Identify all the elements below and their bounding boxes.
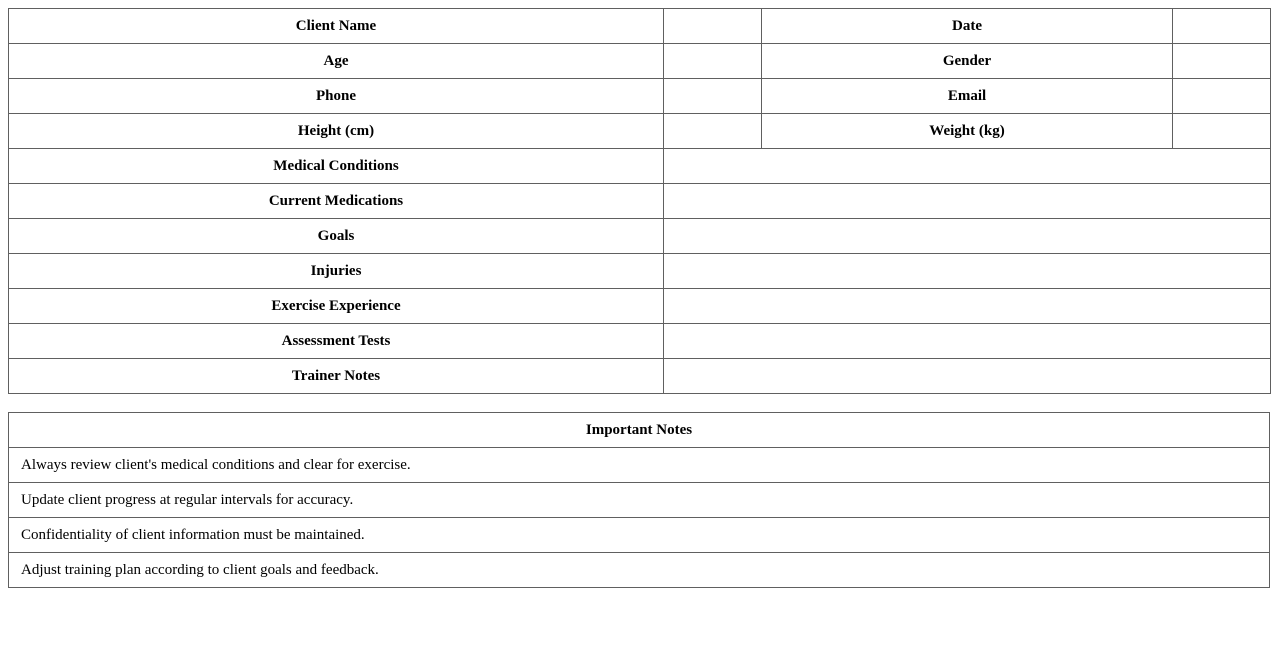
table-row xyxy=(9,324,1271,359)
gender-label: Gender xyxy=(762,44,1173,79)
table-row xyxy=(9,518,1270,553)
table-row xyxy=(9,9,1271,44)
note-item: Adjust training plan according to client goals and feedback. xyxy=(9,553,1270,588)
client-name-field[interactable] xyxy=(664,9,762,44)
weight-label: Weight (kg) xyxy=(762,114,1173,149)
table-row xyxy=(9,553,1270,588)
table-row xyxy=(9,114,1271,149)
trainer-notes-field[interactable] xyxy=(664,359,1271,394)
injuries-field[interactable] xyxy=(664,254,1271,289)
table-row xyxy=(9,254,1271,289)
assessment-tests-label: Assessment Tests xyxy=(9,324,664,359)
height-field[interactable] xyxy=(664,114,762,149)
table-row xyxy=(9,359,1271,394)
exercise-experience-label: Exercise Experience xyxy=(9,289,664,324)
phone-field[interactable] xyxy=(664,79,762,114)
important-notes-table xyxy=(8,412,1270,588)
medical-conditions-field[interactable] xyxy=(664,149,1271,184)
table-row xyxy=(9,483,1270,518)
goals-label: Goals xyxy=(9,219,664,254)
note-item: Always review client's medical conditions and clear for exercise. xyxy=(9,448,1270,483)
table-row xyxy=(9,149,1271,184)
client-intake-table xyxy=(8,8,1271,394)
table-row xyxy=(9,79,1271,114)
current-medications-label: Current Medications xyxy=(9,184,664,219)
table-row xyxy=(9,448,1270,483)
assessment-tests-field[interactable] xyxy=(664,324,1271,359)
gender-field[interactable] xyxy=(1173,44,1271,79)
date-field[interactable] xyxy=(1173,9,1271,44)
height-label: Height (cm) xyxy=(9,114,664,149)
table-row xyxy=(9,413,1270,448)
phone-label: Phone xyxy=(9,79,664,114)
goals-field[interactable] xyxy=(664,219,1271,254)
table-row xyxy=(9,184,1271,219)
weight-field[interactable] xyxy=(1173,114,1271,149)
email-label: Email xyxy=(762,79,1173,114)
age-label: Age xyxy=(9,44,664,79)
note-item: Update client progress at regular intervals for accuracy. xyxy=(9,483,1270,518)
table-row xyxy=(9,219,1271,254)
note-item: Confidentiality of client information must be maintained. xyxy=(9,518,1270,553)
table-row xyxy=(9,44,1271,79)
date-label: Date xyxy=(762,9,1173,44)
table-row xyxy=(9,289,1271,324)
email-field[interactable] xyxy=(1173,79,1271,114)
trainer-notes-label: Trainer Notes xyxy=(9,359,664,394)
client-name-label: Client Name xyxy=(9,9,664,44)
medical-conditions-label: Medical Conditions xyxy=(9,149,664,184)
exercise-experience-field[interactable] xyxy=(664,289,1271,324)
current-medications-field[interactable] xyxy=(664,184,1271,219)
injuries-label: Injuries xyxy=(9,254,664,289)
important-notes-title: Important Notes xyxy=(9,413,1270,448)
age-field[interactable] xyxy=(664,44,762,79)
